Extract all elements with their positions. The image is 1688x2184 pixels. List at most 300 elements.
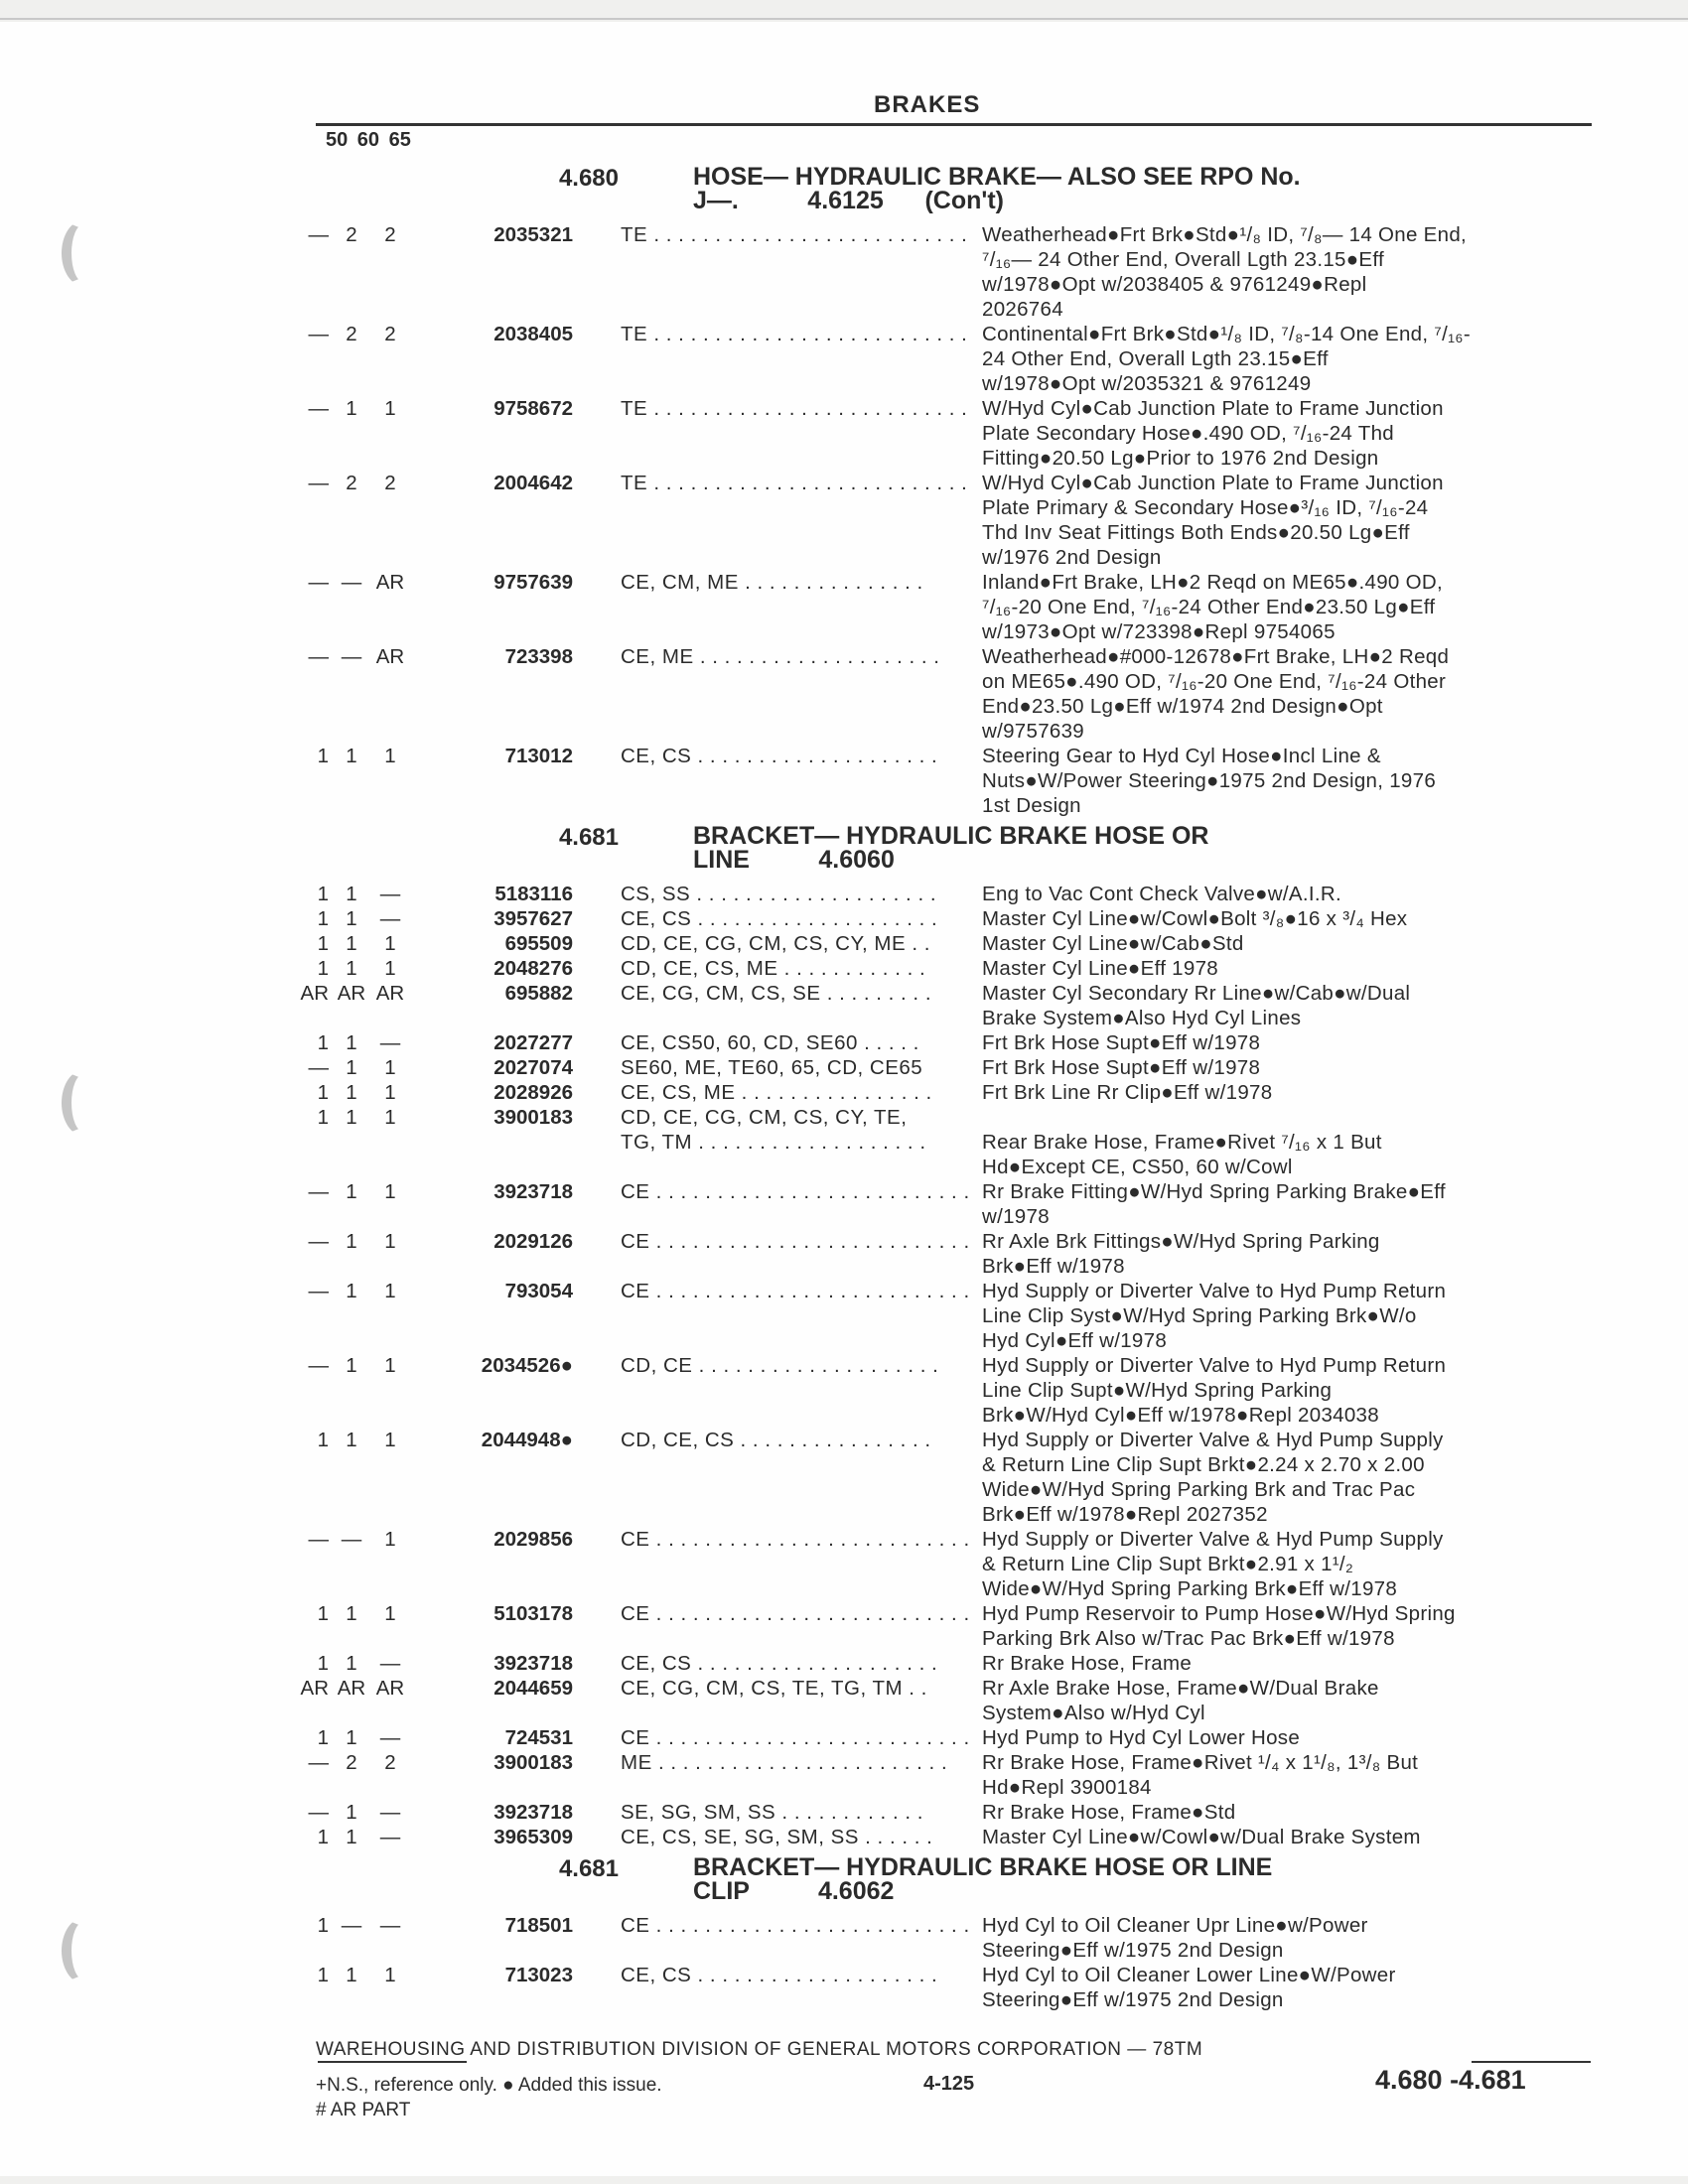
application-codes: CE, ME . . . . . . . . . . . . . . . . . . . . xyxy=(621,645,940,668)
part-number: 5103178 xyxy=(493,1602,573,1625)
section-header xyxy=(298,1855,1609,1903)
description-line: Plate Primary & Secondary Hose●³/₁₆ ID, ⁷/₁₆-24 xyxy=(982,496,1429,519)
part-description xyxy=(970,1676,1609,1725)
table-row xyxy=(298,1825,1609,1849)
application-codes: TE . . . . . . . . . . . . . . . . . . . . . . . . . . xyxy=(621,397,968,420)
part-description xyxy=(970,1179,1609,1229)
part-description xyxy=(970,1750,1609,1800)
application-codes: CE, CS, ME . . . . . . . . . . . . . . . . xyxy=(621,1081,932,1104)
section-title-line: BRACKET— HYDRAULIC BRAKE HOSE OR xyxy=(693,822,1209,850)
model-qty-2: 1 xyxy=(346,1801,357,1824)
description-line: on ME65●.490 OD, ⁷/₁₆-20 One End, ⁷/₁₆-24 Other xyxy=(982,670,1447,693)
parts-list xyxy=(298,159,1609,2012)
table-row xyxy=(298,1527,1609,1601)
description-line: Brk●Eff w/1978●Repl 2027352 xyxy=(982,1503,1268,1526)
description-line: Rear Brake Hose, Frame●Rivet ⁷/₁₆ x 1 But xyxy=(982,1131,1382,1154)
part-description xyxy=(970,956,1609,981)
model-qty-2 xyxy=(333,1130,370,1179)
model-qty-2: 1 xyxy=(346,1602,357,1625)
description-line: Wide●W/Hyd Spring Parking Brk●Eff w/1978 xyxy=(982,1577,1398,1600)
part-description xyxy=(970,1428,1609,1527)
footer-notes xyxy=(316,2073,662,2122)
model-qty-3: — xyxy=(379,1031,401,1054)
model-qty-2: 1 xyxy=(346,1652,357,1675)
description-line: w/1976 2nd Design xyxy=(982,546,1162,569)
part-number: 2044659 xyxy=(493,1677,573,1700)
model-columns-header: 50 60 65 xyxy=(326,129,411,151)
model-qty-3: — xyxy=(379,1914,401,1937)
page-title: BRAKES xyxy=(874,91,981,118)
table-row xyxy=(298,322,1609,396)
model-qty-1: AR xyxy=(300,1677,329,1700)
application-codes: CD, CE . . . . . . . . . . . . . . . . . . . . xyxy=(621,1354,939,1377)
description-line: Rr Axle Brake Hose, Frame●W/Dual Brake xyxy=(982,1677,1379,1700)
description-line: Frt Brk Hose Supt●Eff w/1978 xyxy=(982,1056,1261,1079)
table-row xyxy=(298,471,1609,570)
description-line: Rr Brake Hose, Frame●Std xyxy=(982,1801,1236,1824)
part-number: 724531 xyxy=(504,1726,573,1749)
table-row xyxy=(298,906,1609,931)
table-row xyxy=(298,644,1609,744)
model-qty-2: 1 xyxy=(346,397,357,420)
application-codes: CD, CE, CG, CM, CS, CY, ME . . xyxy=(621,932,930,955)
table-row xyxy=(298,1750,1609,1800)
footer-division: WAREHOUSING AND DISTRIBUTION DIVISION OF GENERAL MOTORS CORPORATION — 78TM xyxy=(316,2039,1203,2060)
model-qty-3: 1 xyxy=(384,745,396,767)
model-qty-3: 1 xyxy=(384,1528,396,1551)
description-line: Brake System●Also Hyd Cyl Lines xyxy=(982,1007,1302,1029)
table-row xyxy=(298,222,1609,322)
model-qty-2: 1 xyxy=(346,1056,357,1079)
description-line: Fitting●20.50 Lg●Prior to 1976 2nd Design xyxy=(982,447,1379,470)
section-header xyxy=(298,824,1609,872)
model-qty-2: 1 xyxy=(346,1429,357,1451)
model-qty-2: 2 xyxy=(346,472,357,494)
model-qty-3: — xyxy=(379,907,401,930)
application-codes: TE . . . . . . . . . . . . . . . . . . . . . . . . . . xyxy=(621,223,968,246)
model-qty-1: 1 xyxy=(317,1106,329,1129)
model-qty-3: 2 xyxy=(384,323,396,345)
description-line: 2026764 xyxy=(982,298,1063,321)
part-number: 3900183 xyxy=(493,1751,573,1774)
part-number: 2027074 xyxy=(493,1056,573,1079)
model-qty-1: 1 xyxy=(317,1726,329,1749)
part-description xyxy=(970,1725,1609,1750)
application-codes: CE, CG, CM, CS, TE, TG, TM . . xyxy=(621,1677,927,1700)
model-qty-2: 1 xyxy=(346,1826,357,1848)
part-number xyxy=(410,1130,581,1179)
part-description xyxy=(970,981,1609,1030)
table-row xyxy=(298,1179,1609,1229)
description-line: Nuts●W/Power Steering●1975 2nd Design, 1976 xyxy=(982,769,1437,792)
table-row xyxy=(298,1913,1609,1963)
application-codes: CE, CS . . . . . . . . . . . . . . . . . . . . xyxy=(621,745,938,767)
description-line: ⁷/₁₆-20 One End, ⁷/₁₆-24 Other End●23.50 Lg●Eff xyxy=(982,596,1436,618)
description-line: End●23.50 Lg●Eff w/1974 2nd Design●Opt xyxy=(982,695,1383,718)
description-line: 24 Other End, Overall Lgth 23.15●Eff xyxy=(982,347,1329,370)
description-line: W/Hyd Cyl●Cab Junction Plate to Frame Junction xyxy=(982,397,1444,420)
table-row xyxy=(298,882,1609,906)
model-qty-1: — xyxy=(308,571,329,594)
footer-rule-left xyxy=(318,2061,467,2063)
model-qty-1: — xyxy=(308,645,329,668)
application-codes: CD, CE, CS . . . . . . . . . . . . . . . . xyxy=(621,1429,931,1451)
model-qty-1: — xyxy=(308,1180,329,1203)
description-line: Master Cyl Secondary Rr Line●w/Cab●w/Dual xyxy=(982,982,1411,1005)
model-qty-2: 1 xyxy=(346,957,357,980)
part-description xyxy=(970,1130,1609,1179)
model-qty-2: 1 xyxy=(346,1180,357,1203)
section-number: 4.680 xyxy=(558,165,619,192)
model-qty-3: — xyxy=(379,1826,401,1848)
model-qty-3: — xyxy=(379,1726,401,1749)
model-qty-3: 1 xyxy=(384,1081,396,1104)
footer-note-ar: # AR PART xyxy=(316,2100,411,2120)
section-header xyxy=(298,165,1609,212)
application-codes: CE, CS . . . . . . . . . . . . . . . . . . . . xyxy=(621,1652,938,1675)
model-qty-2: AR xyxy=(337,1677,366,1700)
model-qty-1: — xyxy=(308,1801,329,1824)
description-line: & Return Line Clip Supt Brkt●2.91 x 1¹/₂ xyxy=(982,1553,1354,1575)
application-codes: CE . . . . . . . . . . . . . . . . . . . . . . . . . . xyxy=(621,1180,970,1203)
section-title-line: CLIP 4.6062 xyxy=(693,1877,895,1905)
description-line: Brk●Eff w/1978 xyxy=(982,1255,1125,1278)
description-line: w/1978●Opt w/2035321 & 9761249 xyxy=(982,372,1312,395)
section-title xyxy=(619,165,1609,212)
application-codes: CE, CG, CM, CS, SE . . . . . . . . . xyxy=(621,982,932,1005)
model-qty-1: — xyxy=(308,1354,329,1377)
table-row xyxy=(298,1229,1609,1279)
description-line: Hyd Pump Reservoir to Pump Hose●W/Hyd Spring xyxy=(982,1602,1456,1625)
table-row xyxy=(298,1353,1609,1428)
application-codes: TE . . . . . . . . . . . . . . . . . . . . . . . . . . xyxy=(621,323,968,345)
description-line: Inland●Frt Brake, LH●2 Reqd on ME65●.490 OD, xyxy=(982,571,1443,594)
application-codes: CE . . . . . . . . . . . . . . . . . . . . . . . . . . xyxy=(621,1726,970,1749)
description-line: & Return Line Clip Supt Brkt●2.24 x 2.70 x 2.00 xyxy=(982,1453,1425,1476)
description-line: Master Cyl Line●w/Cowl●w/Dual Brake System xyxy=(982,1826,1421,1848)
part-number: 713023 xyxy=(504,1964,573,1986)
model-qty-2: 1 xyxy=(346,1230,357,1253)
description-line: Parking Brk Also w/Trac Pac Brk●Eff w/1978 xyxy=(982,1627,1395,1650)
model-qty-2: 2 xyxy=(346,223,357,246)
application-codes: CE, CS . . . . . . . . . . . . . . . . . . . . xyxy=(621,907,938,930)
part-number: 9758672 xyxy=(493,397,573,420)
part-number: 3923718 xyxy=(493,1180,573,1203)
table-row xyxy=(298,1676,1609,1725)
model-qty-2: 1 xyxy=(346,1354,357,1377)
description-line: Hyd Cyl to Oil Cleaner Upr Line●w/Power xyxy=(982,1914,1368,1937)
table-row xyxy=(298,1651,1609,1676)
description-line: w/1973●Opt w/723398●Repl 9754065 xyxy=(982,620,1336,643)
model-qty-3: 1 xyxy=(384,397,396,420)
description-line: Wide●W/Hyd Spring Parking Brk and Trac Pac xyxy=(982,1478,1416,1501)
part-number: 2004642 xyxy=(493,472,573,494)
model-qty-2: 1 xyxy=(346,1964,357,1986)
page-range: 4.680 -4.681 xyxy=(1375,2065,1526,2095)
part-description xyxy=(970,1825,1609,1849)
part-number: 695509 xyxy=(504,932,573,955)
application-codes: TE . . . . . . . . . . . . . . . . . . . . . . . . . . xyxy=(621,472,968,494)
part-description xyxy=(970,744,1609,818)
description-line: Weatherhead●Frt Brk●Std●¹/₈ ID, ⁷/₈— 14 One End, xyxy=(982,223,1468,246)
model-qty-3: 2 xyxy=(384,472,396,494)
part-description xyxy=(970,322,1609,396)
model-qty-3: 1 xyxy=(384,1230,396,1253)
model-qty-1: — xyxy=(308,1056,329,1079)
model-qty-2: 1 xyxy=(346,932,357,955)
model-qty-1: 1 xyxy=(317,1429,329,1451)
description-line: w/1978●Opt w/2038405 & 9761249●Repl xyxy=(982,273,1367,296)
table-row xyxy=(298,1130,1609,1179)
model-qty-3: AR xyxy=(375,1677,405,1700)
part-description xyxy=(970,931,1609,956)
part-number: 723398 xyxy=(504,645,573,668)
punch-hole-icon xyxy=(62,1918,105,1983)
description-line: Rr Brake Hose, Frame xyxy=(982,1652,1193,1675)
description-line: Hyd Pump to Hyd Cyl Lower Hose xyxy=(982,1726,1301,1749)
model-qty-1: 1 xyxy=(317,957,329,980)
description-line: Hyd Supply or Diverter Valve & Hyd Pump Supply xyxy=(982,1429,1444,1451)
application-codes: SE, SG, SM, SS . . . . . . . . . . . . xyxy=(621,1801,923,1824)
part-number: 2038405 xyxy=(493,323,573,345)
part-description xyxy=(970,1527,1609,1601)
part-description xyxy=(970,222,1609,322)
description-line: Steering●Eff w/1975 2nd Design xyxy=(982,1988,1284,2011)
model-qty-1: — xyxy=(308,1528,329,1551)
application-codes: CD, CE, CS, ME . . . . . . . . . . . . xyxy=(621,957,926,980)
model-qty-1: 1 xyxy=(317,1914,329,1937)
description-line: Master Cyl Line●Eff 1978 xyxy=(982,957,1218,980)
model-qty-1: 1 xyxy=(317,1652,329,1675)
part-number: 793054 xyxy=(504,1280,573,1302)
description-line: Continental●Frt Brk●Std●¹/₈ ID, ⁷/₈-14 One End, ⁷/₁₆- xyxy=(982,323,1471,345)
model-qty-2: — xyxy=(341,1528,362,1551)
description-line: Line Clip Supt●W/Hyd Spring Parking xyxy=(982,1379,1333,1402)
model-qty-2: 1 xyxy=(346,1106,357,1129)
section-title-line: LINE 4.6060 xyxy=(693,846,895,874)
part-description xyxy=(970,644,1609,744)
model-qty-2: 1 xyxy=(346,745,357,767)
model-qty-1: — xyxy=(308,1280,329,1302)
model-qty-1: 1 xyxy=(317,1602,329,1625)
description-line: Frt Brk Hose Supt●Eff w/1978 xyxy=(982,1031,1261,1054)
description-line: Line Clip Syst●W/Hyd Spring Parking Brk●W/o xyxy=(982,1304,1417,1327)
model-qty-2: AR xyxy=(337,982,366,1005)
model-qty-2: 1 xyxy=(346,1081,357,1104)
model-qty-2: 1 xyxy=(346,1280,357,1302)
model-qty-3: AR xyxy=(375,645,405,668)
model-qty-3: 1 xyxy=(384,1056,396,1079)
description-line: Weatherhead●#000-12678●Frt Brake, LH●2 Reqd xyxy=(982,645,1450,668)
table-row xyxy=(298,744,1609,818)
model-qty-2: 1 xyxy=(346,1031,357,1054)
part-description xyxy=(970,882,1609,906)
model-qty-3: 1 xyxy=(384,932,396,955)
description-line: Master Cyl Line●w/Cab●Std xyxy=(982,932,1244,955)
part-number: 2027277 xyxy=(493,1031,573,1054)
footer-note-ns: +N.S., reference only. ● Added this issue. xyxy=(316,2075,662,2096)
part-description xyxy=(970,1913,1609,1963)
model-qty-2: 2 xyxy=(346,1751,357,1774)
table-row xyxy=(298,1279,1609,1353)
description-line: Hd●Except CE, CS50, 60 w/Cowl xyxy=(982,1156,1293,1178)
model-qty-1 xyxy=(298,1130,333,1179)
description-line: ⁷/₁₆— 24 Other End, Overall Lgth 23.15●Eff xyxy=(982,248,1385,271)
description-line: Hyd Supply or Diverter Valve & Hyd Pump Supply xyxy=(982,1528,1444,1551)
application-codes: CE . . . . . . . . . . . . . . . . . . . . . . . . . . xyxy=(621,1230,970,1253)
section-title xyxy=(619,824,1609,872)
description-line: w/9757639 xyxy=(982,720,1085,743)
model-qty-3: 1 xyxy=(384,957,396,980)
part-description xyxy=(970,1651,1609,1676)
part-description xyxy=(970,396,1609,471)
model-qty-2: 2 xyxy=(346,323,357,345)
part-description xyxy=(970,1353,1609,1428)
part-description xyxy=(970,1055,1609,1080)
section-title xyxy=(619,1855,1609,1903)
application-codes: CE, CS, SE, SG, SM, SS . . . . . . xyxy=(621,1826,933,1848)
section-number: 4.681 xyxy=(558,824,619,851)
application-codes: CD, CE, CG, CM, CS, CY, TE, xyxy=(621,1106,908,1129)
footer-rule-right xyxy=(1472,2061,1591,2063)
model-qty-1: 1 xyxy=(317,932,329,955)
model-qty-3: 1 xyxy=(384,1106,396,1129)
application-codes: CE . . . . . . . . . . . . . . . . . . . . . . . . . . xyxy=(621,1914,970,1937)
model-qty-3: 1 xyxy=(384,1354,396,1377)
table-row xyxy=(298,956,1609,981)
part-number: 3923718 xyxy=(493,1801,573,1824)
model-qty-1: — xyxy=(308,1751,329,1774)
model-qty-3 xyxy=(370,1130,410,1179)
description-line: Steering●Eff w/1975 2nd Design xyxy=(982,1939,1284,1962)
description-line: Eng to Vac Cont Check Valve●w/A.I.R. xyxy=(982,883,1341,905)
application-codes: CE . . . . . . . . . . . . . . . . . . . . . . . . . . xyxy=(621,1280,970,1302)
part-number: 2034526● xyxy=(481,1354,573,1377)
model-qty-2: 1 xyxy=(346,1726,357,1749)
model-qty-3: 1 xyxy=(384,1280,396,1302)
description-line: Rr Axle Brk Fittings●W/Hyd Spring Parking xyxy=(982,1230,1380,1253)
model-qty-1: — xyxy=(308,397,329,420)
table-row xyxy=(298,931,1609,956)
section-title-line: HOSE— HYDRAULIC BRAKE— ALSO SEE RPO No. xyxy=(693,163,1301,191)
description-line: w/1978 xyxy=(982,1205,1050,1228)
table-row xyxy=(298,1105,1609,1130)
table-row xyxy=(298,981,1609,1030)
part-number: 2048276 xyxy=(493,957,573,980)
table-row xyxy=(298,1428,1609,1527)
model-qty-3: — xyxy=(379,883,401,905)
model-qty-2: 1 xyxy=(346,883,357,905)
application-codes: TG, TM . . . . . . . . . . . . . . . . . . . xyxy=(621,1131,926,1154)
description-line: W/Hyd Cyl●Cab Junction Plate to Frame Junction xyxy=(982,472,1444,494)
part-description xyxy=(970,906,1609,931)
part-number: 2035321 xyxy=(493,223,573,246)
description-line: Plate Secondary Hose●.490 OD, ⁷/₁₆-24 Thd xyxy=(982,422,1394,445)
model-qty-3: 1 xyxy=(384,1180,396,1203)
description-line: System●Also w/Hyd Cyl xyxy=(982,1702,1205,1724)
description-line: Hd●Repl 3900184 xyxy=(982,1776,1152,1799)
model-qty-3: 1 xyxy=(384,1964,396,1986)
part-number: 5183116 xyxy=(494,883,573,905)
description-line: Rr Brake Fitting●W/Hyd Spring Parking Brake●Eff xyxy=(982,1180,1446,1203)
model-qty-3: 1 xyxy=(384,1602,396,1625)
application-codes: CE, CM, ME . . . . . . . . . . . . . . . xyxy=(621,571,923,594)
model-qty-1: — xyxy=(308,472,329,494)
part-number: 3957627 xyxy=(493,907,573,930)
model-qty-1: 1 xyxy=(317,1964,329,1986)
application-codes: CE, CS50, 60, CD, SE60 . . . . . xyxy=(621,1031,919,1054)
model-qty-3: — xyxy=(379,1801,401,1824)
part-number: 9757639 xyxy=(493,571,573,594)
application-codes: CE, CS . . . . . . . . . . . . . . . . . . . . xyxy=(621,1964,938,1986)
model-qty-1: 1 xyxy=(317,1081,329,1104)
description-line: Rr Brake Hose, Frame●Rivet ¹/₄ x 1¹/₈, 1³/₈ But xyxy=(982,1751,1419,1774)
part-number: 3965309 xyxy=(493,1826,573,1848)
model-qty-2: — xyxy=(341,1914,362,1937)
part-number: 695882 xyxy=(504,982,573,1005)
model-qty-1: — xyxy=(308,323,329,345)
part-number: 713012 xyxy=(504,745,573,767)
description-line: Hyd Cyl●Eff w/1978 xyxy=(982,1329,1168,1352)
model-qty-3: 1 xyxy=(384,1429,396,1451)
part-description xyxy=(970,1279,1609,1353)
table-row xyxy=(298,1601,1609,1651)
part-description xyxy=(970,1080,1609,1105)
table-row xyxy=(298,1030,1609,1055)
description-line: Hyd Supply or Diverter Valve to Hyd Pump Return xyxy=(982,1354,1447,1377)
application-codes: CE . . . . . . . . . . . . . . . . . . . . . . . . . . xyxy=(621,1528,970,1551)
model-qty-2: 1 xyxy=(346,907,357,930)
description-line: Steering Gear to Hyd Cyl Hose●Incl Line & xyxy=(982,745,1381,767)
punch-hole-icon xyxy=(62,1070,105,1136)
table-row xyxy=(298,1080,1609,1105)
section-title-line: BRACKET— HYDRAULIC BRAKE HOSE OR LINE xyxy=(693,1853,1273,1881)
model-qty-1: 1 xyxy=(317,907,329,930)
model-qty-3: AR xyxy=(375,571,405,594)
part-description xyxy=(970,1030,1609,1055)
description-line: Hyd Supply or Diverter Valve to Hyd Pump Return xyxy=(982,1280,1447,1302)
part-description xyxy=(970,570,1609,644)
part-number: 2028926 xyxy=(493,1081,573,1104)
part-number: 2029856 xyxy=(493,1528,573,1551)
model-qty-3: AR xyxy=(375,982,405,1005)
application-codes: ME . . . . . . . . . . . . . . . . . . . . . . . . xyxy=(621,1751,948,1774)
description-line: 1st Design xyxy=(982,794,1081,817)
part-number: 3900183 xyxy=(493,1106,573,1129)
description-line: Hyd Cyl to Oil Cleaner Lower Line●W/Power xyxy=(982,1964,1396,1986)
model-qty-2: — xyxy=(341,571,362,594)
description-line: Frt Brk Line Rr Clip●Eff w/1978 xyxy=(982,1081,1273,1104)
part-description xyxy=(970,471,1609,570)
table-row xyxy=(298,1725,1609,1750)
model-qty-2: — xyxy=(341,645,362,668)
application-codes: SE60, ME, TE60, 65, CD, CE65 xyxy=(621,1056,923,1079)
description-line: Brk●W/Hyd Cyl●Eff w/1978●Repl 2034038 xyxy=(982,1404,1379,1427)
punch-hole-icon xyxy=(62,220,105,286)
header-rule xyxy=(316,123,1592,126)
part-description xyxy=(970,1105,1609,1130)
section-title-line: J—. 4.6125 (Con't) xyxy=(693,187,1004,214)
application-codes: CS, SS . . . . . . . . . . . . . . . . . . . . xyxy=(621,883,937,905)
model-qty-1: 1 xyxy=(317,1826,329,1848)
description-line: Master Cyl Line●w/Cowl●Bolt ³/₈●16 x ³/₄ Hex xyxy=(982,907,1408,930)
table-row xyxy=(298,1800,1609,1825)
table-row xyxy=(298,570,1609,644)
model-qty-3: 2 xyxy=(384,223,396,246)
part-number: 2029126 xyxy=(493,1230,573,1253)
model-qty-1: 1 xyxy=(317,745,329,767)
application-codes: CE . . . . . . . . . . . . . . . . . . . . . . . . . . xyxy=(621,1602,970,1625)
